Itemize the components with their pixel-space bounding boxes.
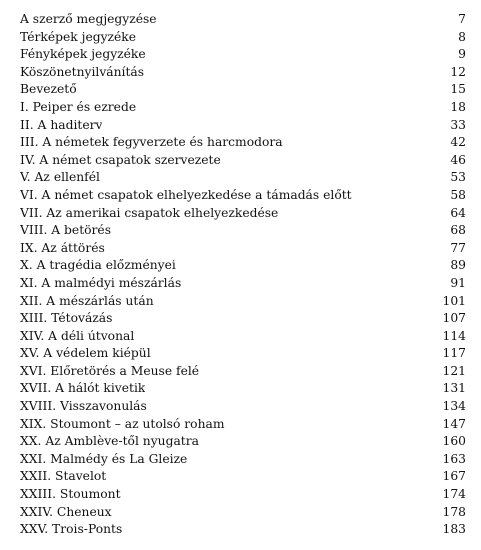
- toc-entry: [20, 486, 466, 504]
- toc-entry-page-number: 18: [450, 99, 466, 114]
- toc-entry: [20, 187, 466, 205]
- toc-entry-title: V. Az ellenfél: [20, 170, 100, 185]
- toc-entry: [20, 134, 466, 152]
- toc-entry-page-number: 12: [450, 64, 466, 79]
- toc-entry: [20, 380, 466, 398]
- toc-entry-title: VI. A német csapatok elhelyezkedése a támadás előtt: [20, 187, 352, 202]
- toc-entry-page-number: 7: [458, 12, 466, 26]
- toc-entry-page-number: 58: [450, 187, 466, 202]
- toc-entry: [20, 240, 466, 258]
- toc-entry-page-number: 64: [450, 205, 466, 220]
- toc-entry: [20, 46, 466, 64]
- toc-entry-title: VIII. A betörés: [20, 223, 112, 238]
- toc-entry: [20, 11, 466, 29]
- toc-entry: [20, 433, 466, 451]
- toc-entry-title: Térképek jegyzéke: [20, 29, 137, 44]
- toc-entry-title: II. A haditerv: [20, 117, 103, 132]
- toc-entry: [20, 152, 466, 170]
- toc-entry: [20, 293, 466, 311]
- toc-entry-page-number: 9: [458, 47, 466, 62]
- toc-entry-title: XVIII. Visszavonulás: [20, 399, 147, 414]
- toc-entry: [20, 29, 466, 47]
- toc-entry-page-number: 117: [442, 346, 466, 361]
- toc-entry-page-number: 68: [450, 223, 466, 238]
- toc-entry-page-number: 77: [450, 240, 466, 255]
- toc-entry-title: XXV. Trois-Ponts: [20, 522, 123, 537]
- toc-entry-page-number: 121: [442, 363, 466, 378]
- toc-entry-page-number: 46: [450, 152, 466, 167]
- toc-entry-page-number: 107: [442, 311, 466, 326]
- toc-entry-page-number: 167: [442, 469, 466, 484]
- toc-entry-title: XV. A védelem kiépül: [20, 346, 151, 361]
- toc-entry-title: XI. A malmédyi mészárlás: [20, 275, 182, 290]
- toc-entry: [20, 222, 466, 240]
- toc-entry: [20, 451, 466, 469]
- toc-entry-title: VII. Az amerikai csapatok elhelyezkedése: [20, 205, 279, 220]
- toc-entry: [20, 64, 466, 82]
- toc-entry-page-number: 89: [450, 258, 466, 273]
- toc-entry: [20, 310, 466, 328]
- toc-entry-title: XXIV. Cheneux: [20, 504, 112, 519]
- toc-entry-title: XIII. Tétovázás: [20, 311, 113, 326]
- toc-entry-title: Köszönetnyilvánítás: [20, 64, 145, 79]
- toc-entry: [20, 328, 466, 346]
- table-of-contents: [20, 11, 466, 539]
- toc-entry-page-number: 15: [450, 82, 466, 97]
- toc-entry: [20, 398, 466, 416]
- toc-entry-title: I. Peiper és ezrede: [20, 99, 137, 114]
- toc-entry: [20, 275, 466, 293]
- toc-entry: [20, 521, 466, 539]
- toc-entry-title: III. A németek fegyverzete és harcmodora: [20, 135, 283, 150]
- toc-entry-page-number: 174: [442, 487, 466, 502]
- toc-entry: [20, 363, 466, 381]
- toc-entry: [20, 416, 466, 434]
- toc-entry: [20, 468, 466, 486]
- toc-entry-title: X. A tragédia előzményei: [20, 258, 176, 273]
- toc-entry-title: XXIII. Stoumont: [20, 487, 121, 502]
- toc-entry-title: A szerző megjegyzése: [20, 12, 157, 26]
- toc-entry-title: XXI. Malmédy és La Gleize: [20, 451, 188, 466]
- toc-entry-page-number: 114: [442, 328, 466, 343]
- toc-entry-title: Bevezető: [20, 82, 77, 97]
- toc-entry-page-number: 160: [442, 434, 466, 449]
- toc-entry-title: XIX. Stoumont – az utolsó roham: [20, 416, 225, 431]
- toc-entry-page-number: 163: [442, 451, 466, 466]
- toc-entry-title: IX. Az áttörés: [20, 240, 105, 255]
- toc-entry-page-number: 147: [442, 416, 466, 431]
- toc-entry-title: Fényképek jegyzéke: [20, 47, 146, 62]
- toc-entry-page-number: 91: [450, 275, 466, 290]
- toc-entry-title: XVII. A hálót kivetik: [20, 381, 146, 396]
- toc-entry-title: XIV. A déli útvonal: [20, 328, 135, 343]
- toc-entry-title: XXII. Stavelot: [20, 469, 107, 484]
- toc-entry-page-number: 131: [442, 381, 466, 396]
- toc-entry-page-number: 42: [450, 135, 466, 150]
- toc-entry-page-number: 134: [442, 399, 466, 414]
- toc-entry-title: XII. A mészárlás után: [20, 293, 154, 308]
- toc-entry: [20, 504, 466, 522]
- toc-entry-page-number: 178: [442, 504, 466, 519]
- toc-entry-page-number: 33: [450, 117, 466, 132]
- toc-entry-page-number: 183: [442, 522, 466, 537]
- toc-entry: [20, 257, 466, 275]
- toc-entry: [20, 99, 466, 117]
- toc-entry-page-number: 53: [450, 170, 466, 185]
- toc-entry: [20, 205, 466, 223]
- toc-entry: [20, 169, 466, 187]
- toc-entry-title: XX. Az Amblève-től nyugatra: [20, 434, 199, 449]
- toc-entry-title: XVI. Előretörés a Meuse felé: [20, 363, 200, 378]
- toc-entry-page-number: 8: [458, 29, 466, 44]
- toc-entry-page-number: 101: [442, 293, 466, 308]
- toc-entry: [20, 345, 466, 363]
- toc-entry-title: IV. A német csapatok szervezete: [20, 152, 221, 167]
- toc-entry: [20, 117, 466, 135]
- toc-entry: [20, 81, 466, 99]
